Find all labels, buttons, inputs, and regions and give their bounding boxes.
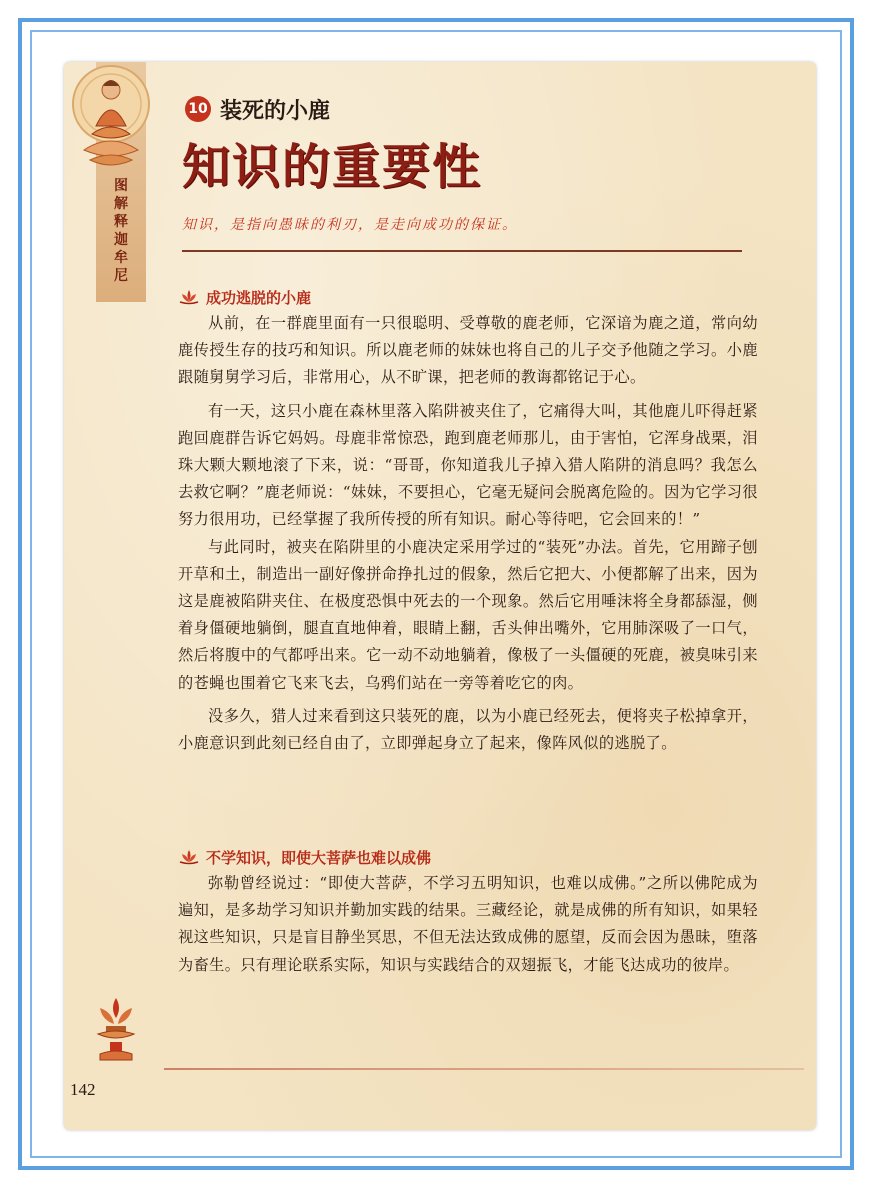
side-title-char: 释	[114, 215, 128, 230]
page-number: 142	[70, 1080, 96, 1099]
section-heading	[178, 284, 758, 310]
buddha-icon	[70, 64, 152, 174]
side-title-char: 图	[114, 179, 128, 194]
paragraph: 没多久，猎人过来看到这只装死的鹿，以为小鹿已经死去，便将夹子松掉拿开，小鹿意识到此刻已经自由了，立即弹起身立了起来，像阵风似的逃脱了。	[178, 706, 758, 753]
page-title: 知识的重要性	[182, 139, 483, 195]
section-heading-text: 不学知识，即使大菩萨也难以成佛	[206, 848, 432, 867]
side-title-char: 牟	[114, 251, 128, 266]
chapter-title: 装死的小鹿	[220, 99, 331, 124]
chapter-number-badge: 10	[185, 96, 211, 122]
section-escape	[178, 284, 758, 757]
paragraph: 弥勒曾经说过：“即使大菩萨，不学习五明知识，也难以成佛。”之所以佛陀成为遍知，是多劫学习知识并勤加实践的结果。三藏经论，就是成佛的所有知识，如果轻视这些知识，只是盲目静坐冥思，不但无法达致成佛的愿望，反而会因为愚昧，堕落为畜生。只有理论联系实际，知识与实践结合的双翅振飞，才能飞达成功的彼岸。	[178, 874, 758, 974]
subtitle: 知识，是指向愚昧的利刃，是走向成功的保证。	[182, 217, 518, 233]
title-divider	[182, 250, 742, 252]
ornament-icon	[92, 994, 140, 1066]
section-knowledge	[178, 844, 758, 979]
section-heading-text: 成功逃脱的小鹿	[206, 288, 312, 307]
side-title-char: 解	[114, 197, 128, 212]
side-title-char: 尼	[114, 269, 128, 284]
lotus-icon	[178, 849, 200, 865]
paragraph: 与此同时，被夹在陷阱里的小鹿决定采用学过的“装死”办法。首先，它用蹄子刨开草和土，制造出一副好像拼命挣扎过的假象，然后它把大、小便都解了出来，因为这是鹿被陷阱夹住、在极度恐惧中死去的一个现象。然后它用唾沫将全身都舔湿，侧着身僵硬地躺倒，腿直直地伸着，眼睛上翻，舌头伸出嘴外，它用肺深吸了一口气，然后将腹中的气都呼出来。它一动不动地躺着，像极了一头僵硬的死鹿，被臭味引来的苍蝇也围着它飞来飞去，乌鸦们站在一旁等着吃它的肉。	[178, 537, 758, 692]
paragraph: 从前，在一群鹿里面有一只很聪明、受尊敬的鹿老师，它深谙为鹿之道，常向幼鹿传授生存的技巧和知识。所以鹿老师的妹妹也将自己的儿子交予他随之学习。小鹿跟随舅舅学习后，非常用心，从不旷课，把老师的教诲都铭记于心。	[178, 314, 758, 387]
book-page	[64, 62, 816, 1130]
paragraph: 有一天，这只小鹿在森林里落入陷阱被夹住了，它痛得大叫，其他鹿儿吓得赶紧跑回鹿群告诉它妈妈。母鹿非常惊恐，跑到鹿老师那儿，由于害怕，它浑身战栗，泪珠大颗大颗地滚了下来，说：“哥哥，你知道我儿子掉入猎人陷阱的消息吗？我怎么去救它啊？”鹿老师说：“妹妹，不要担心，它毫无疑问会脱离危险的。因为它学习很努力很用功，已经掌握了我所传授的所有知识。耐心等待吧，它会回来的！”	[178, 401, 758, 529]
side-title-char: 迦	[114, 233, 128, 248]
side-title	[106, 178, 136, 286]
lotus-icon	[178, 289, 200, 305]
section-heading	[178, 844, 758, 870]
footer-divider	[164, 1068, 804, 1070]
